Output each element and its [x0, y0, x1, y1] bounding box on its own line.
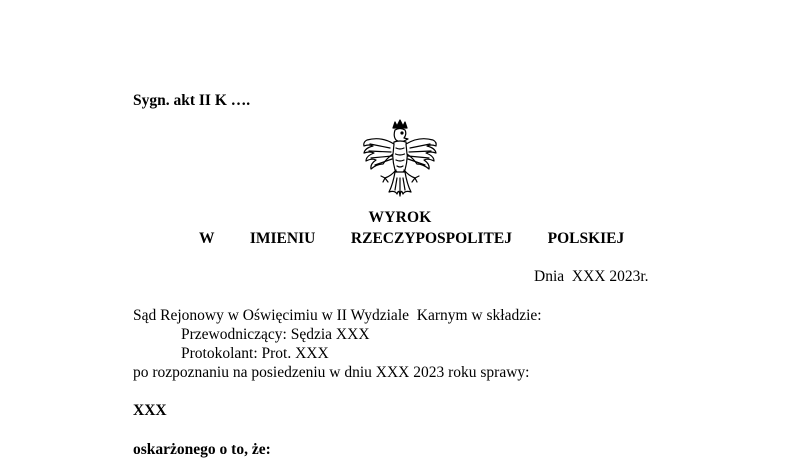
judgment-title: WYROK: [368, 209, 432, 226]
court-clerk: Protokolant: Prot. XXX: [181, 345, 329, 362]
judgment-date: Dnia XXX 2023r.: [534, 268, 649, 285]
accusation-heading: oskarżonego o to, że:: [133, 441, 271, 458]
hearing-statement: po rozpoznaniu na posiedzeniu w dniu XXX 2023 roku sprawy:: [133, 364, 530, 381]
defendant-name: XXX: [133, 402, 167, 419]
judgment-subtitle: W IMIENIU RZECZYPOSPOLITEJ POLSKIEJ: [199, 230, 625, 247]
case-reference: Sygn. akt II K ….: [133, 92, 251, 109]
presiding-judge: Przewodniczący: Sędzia XXX: [181, 326, 370, 343]
court-composition: Sąd Rejonowy w Oświęcimiu w II Wydziale Karnym w składzie:: [133, 307, 542, 324]
eagle-emblem-icon: [359, 118, 441, 204]
